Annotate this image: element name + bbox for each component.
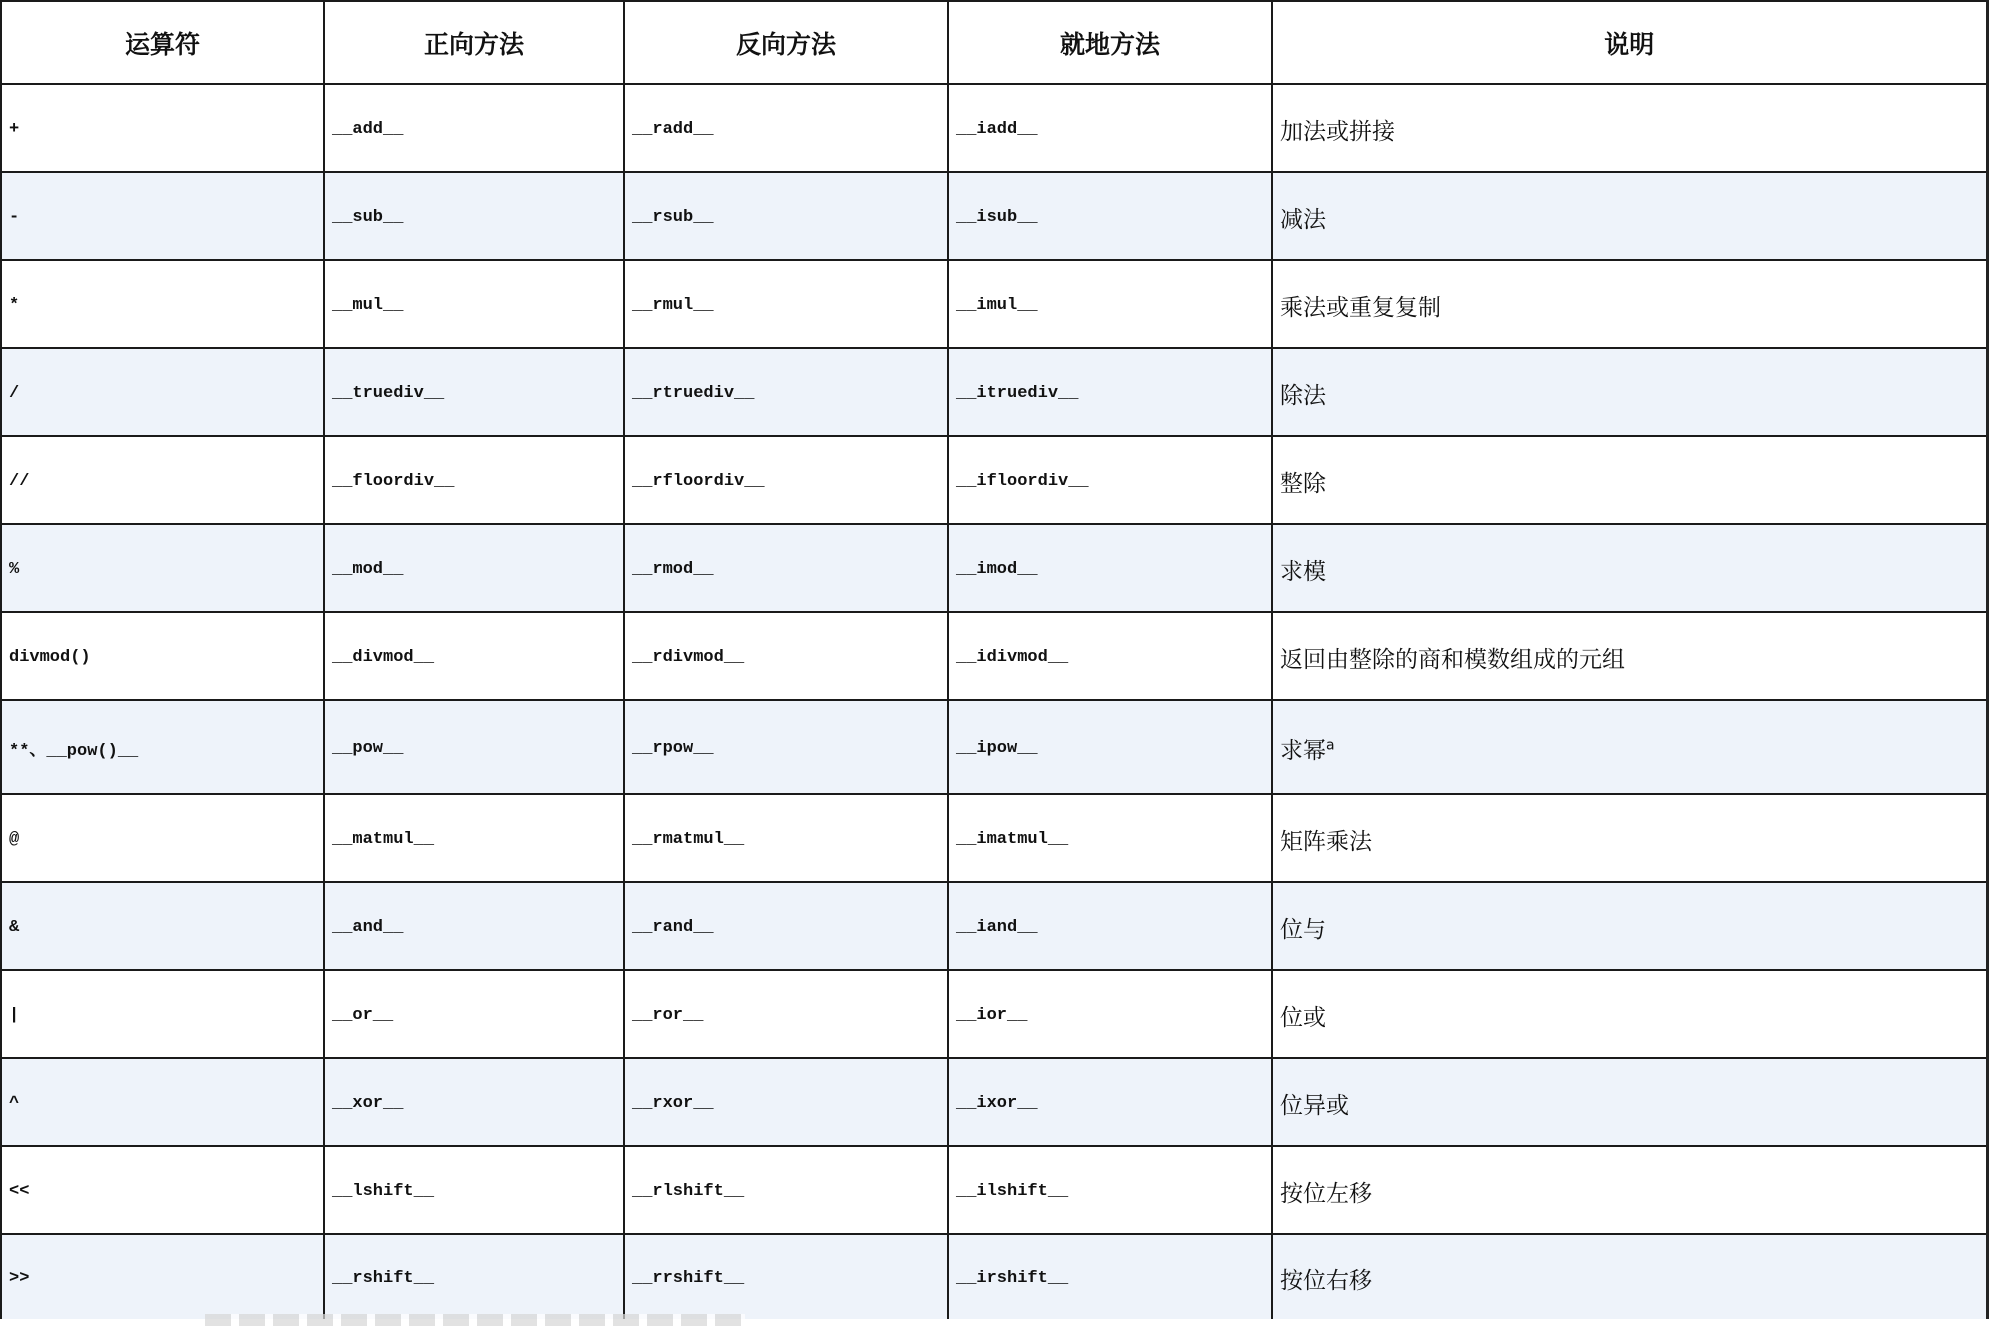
table-row <box>1 524 1987 612</box>
operator-cell: * <box>1 260 324 348</box>
description-cell: 位与 <box>1272 882 1987 970</box>
inplace-method-cell: __ilshift__ <box>948 1146 1272 1234</box>
operator-cell: << <box>1 1146 324 1234</box>
reverse-method-cell: __rlshift__ <box>624 1146 948 1234</box>
operator-cell: & <box>1 882 324 970</box>
operator-cell: % <box>1 524 324 612</box>
forward-method-cell: __truediv__ <box>324 348 624 436</box>
forward-method-cell: __sub__ <box>324 172 624 260</box>
reverse-method-cell: __rfloordiv__ <box>624 436 948 524</box>
table-row <box>1 1146 1987 1234</box>
table-row <box>1 882 1987 970</box>
inplace-method-cell: __isub__ <box>948 172 1272 260</box>
operator-cell: ^ <box>1 1058 324 1146</box>
reverse-method-cell: __rsub__ <box>624 172 948 260</box>
inplace-method-cell: __ixor__ <box>948 1058 1272 1146</box>
inplace-method-cell: __imatmul__ <box>948 794 1272 882</box>
description-cell: 整除 <box>1272 436 1987 524</box>
forward-method-cell: __xor__ <box>324 1058 624 1146</box>
forward-method-cell: __lshift__ <box>324 1146 624 1234</box>
operator-cell: // <box>1 436 324 524</box>
operator-cell: @ <box>1 794 324 882</box>
description-cell: 求模 <box>1272 524 1987 612</box>
table-row <box>1 84 1987 172</box>
footnote-marker[interactable]: a <box>1326 736 1335 753</box>
table-row <box>1 1058 1987 1146</box>
reverse-method-cell: __radd__ <box>624 84 948 172</box>
forward-method-cell: __pow__ <box>324 700 624 794</box>
description-cell: 按位左移 <box>1272 1146 1987 1234</box>
reverse-method-cell: __rand__ <box>624 882 948 970</box>
table-row <box>1 970 1987 1058</box>
reverse-method-cell: __rmul__ <box>624 260 948 348</box>
description-text: 求幂 <box>1280 737 1326 764</box>
table-header-row <box>1 1 1987 84</box>
description-cell: 返回由整除的商和模数组成的元组 <box>1272 612 1987 700</box>
inplace-method-cell: __iand__ <box>948 882 1272 970</box>
header-forward-method: 正向方法 <box>324 1 624 84</box>
operator-cell: | <box>1 970 324 1058</box>
description-cell: 乘法或重复复制 <box>1272 260 1987 348</box>
inplace-method-cell: __itruediv__ <box>948 348 1272 436</box>
forward-method-cell: __floordiv__ <box>324 436 624 524</box>
inplace-method-cell: __imod__ <box>948 524 1272 612</box>
reverse-method-cell: __rmod__ <box>624 524 948 612</box>
operator-cell: **、__pow()__ <box>1 700 324 794</box>
table-row <box>1 794 1987 882</box>
forward-method-cell: __divmod__ <box>324 612 624 700</box>
header-inplace-method: 就地方法 <box>948 1 1272 84</box>
table-row <box>1 612 1987 700</box>
table-row <box>1 260 1987 348</box>
cropped-text-fragment <box>205 1314 745 1326</box>
forward-method-cell: __and__ <box>324 882 624 970</box>
inplace-method-cell: __idivmod__ <box>948 612 1272 700</box>
inplace-method-cell: __ior__ <box>948 970 1272 1058</box>
header-operator: 运算符 <box>1 1 324 84</box>
reverse-method-cell: __ror__ <box>624 970 948 1058</box>
reverse-method-cell: __rmatmul__ <box>624 794 948 882</box>
inplace-method-cell: __iadd__ <box>948 84 1272 172</box>
description-cell: 减法 <box>1272 172 1987 260</box>
header-description: 说明 <box>1272 1 1987 84</box>
table-row <box>1 348 1987 436</box>
table-row <box>1 436 1987 524</box>
operator-cell: >> <box>1 1234 324 1322</box>
forward-method-cell: __rshift__ <box>324 1234 624 1322</box>
operator-cell: + <box>1 84 324 172</box>
header-reverse-method: 反向方法 <box>624 1 948 84</box>
description-cell: 位或 <box>1272 970 1987 1058</box>
table-row <box>1 700 1987 794</box>
forward-method-cell: __or__ <box>324 970 624 1058</box>
operator-cell: / <box>1 348 324 436</box>
operator-cell: divmod() <box>1 612 324 700</box>
table-row <box>1 1234 1987 1322</box>
reverse-method-cell: __rdivmod__ <box>624 612 948 700</box>
inplace-method-cell: __ifloordiv__ <box>948 436 1272 524</box>
forward-method-cell: __add__ <box>324 84 624 172</box>
inplace-method-cell: __imul__ <box>948 260 1272 348</box>
description-cell: 加法或拼接 <box>1272 84 1987 172</box>
description-cell: 位异或 <box>1272 1058 1987 1146</box>
operator-cell: - <box>1 172 324 260</box>
inplace-method-cell: __irshift__ <box>948 1234 1272 1322</box>
reverse-method-cell: __rrshift__ <box>624 1234 948 1322</box>
description-cell <box>1272 700 1987 794</box>
forward-method-cell: __mul__ <box>324 260 624 348</box>
table-row <box>1 172 1987 260</box>
reverse-method-cell: __rpow__ <box>624 700 948 794</box>
description-cell: 矩阵乘法 <box>1272 794 1987 882</box>
inplace-method-cell: __ipow__ <box>948 700 1272 794</box>
reverse-method-cell: __rtruediv__ <box>624 348 948 436</box>
reverse-method-cell: __rxor__ <box>624 1058 948 1146</box>
description-cell: 按位右移 <box>1272 1234 1987 1322</box>
forward-method-cell: __mod__ <box>324 524 624 612</box>
description-cell: 除法 <box>1272 348 1987 436</box>
forward-method-cell: __matmul__ <box>324 794 624 882</box>
